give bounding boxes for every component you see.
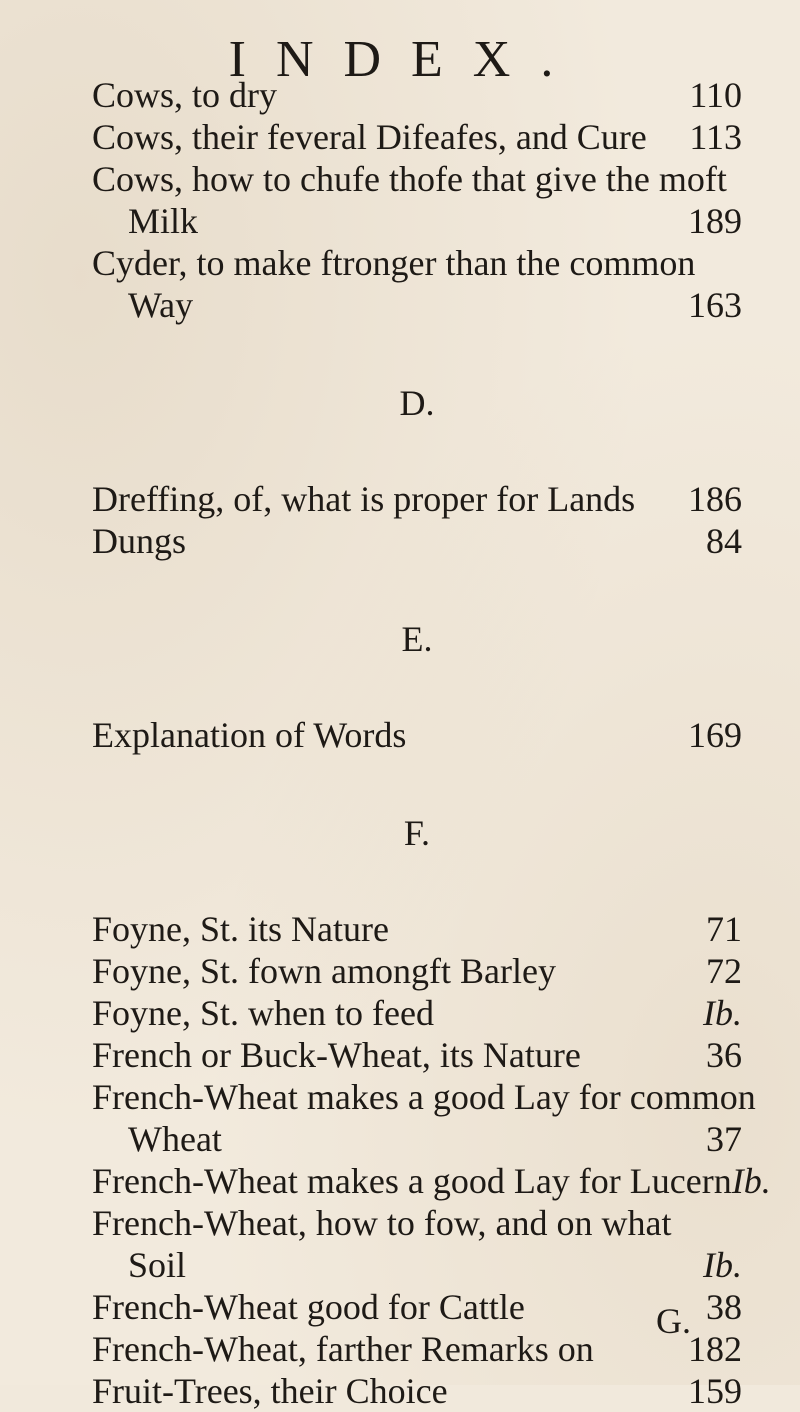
index-entry (92, 992, 742, 1034)
entry-text: Wheat (128, 1119, 222, 1159)
entry-text: Foyne, St. when to feed (92, 993, 434, 1033)
entry-page-number: 110 (689, 75, 742, 115)
index-entry (92, 158, 742, 242)
catchword: G. (656, 1301, 691, 1341)
entry-text: Milk (128, 201, 199, 241)
index-entry (92, 478, 742, 520)
entry-text: Dungs (92, 521, 187, 561)
index-entry (92, 950, 742, 992)
entry-text: Cows, to dry (92, 75, 278, 115)
entry-page-number: Ib. (731, 1161, 771, 1201)
entry-page-number: 169 (688, 715, 742, 755)
entry-text: Foyne, St. its Nature (92, 909, 389, 949)
entry-text: Soil (128, 1245, 187, 1285)
index-entry (92, 1076, 756, 1160)
entry-text: Cows, how to chufe thofe that give the moft (92, 159, 727, 199)
entry-page-number: 38 (706, 1287, 742, 1327)
entry-text: Dreffing, of, what is proper for Lands (92, 479, 636, 519)
entry-text: Foyne, St. fown amongft Barley (92, 951, 556, 991)
entry-text: French-Wheat, farther Remarks on (92, 1329, 594, 1369)
entry-text: Cyder, to make ftronger than the common (92, 243, 696, 283)
index-entry (92, 242, 742, 326)
entry-text: French or Buck-Wheat, its Nature (92, 1035, 581, 1075)
entry-page-number: 186 (688, 479, 742, 519)
entry-text: Fruit-Trees, their Choice (92, 1371, 448, 1411)
index-entry (92, 1286, 742, 1328)
entry-text: Explanation of Words (92, 715, 407, 755)
page-header: INDEX. (228, 31, 584, 88)
entry-page-number: 189 (688, 201, 742, 241)
entry-page-number: 71 (706, 909, 742, 949)
entry-page-number: 182 (688, 1329, 742, 1369)
index-entry (92, 520, 742, 562)
section-letter: D. (399, 383, 435, 423)
index-entry (92, 714, 742, 756)
entry-page-number: 36 (706, 1035, 742, 1075)
index-entry (92, 1034, 742, 1076)
entry-page-number: 37 (706, 1119, 742, 1159)
entry-text: French-Wheat makes a good Lay for common (92, 1077, 756, 1117)
entry-page-number: 159 (688, 1371, 742, 1411)
entry-page-number: 113 (689, 117, 742, 157)
index-entry (92, 1370, 742, 1412)
index-entry (92, 1328, 742, 1370)
index-entry (92, 1202, 742, 1286)
entry-text: French-Wheat makes a good Lay for Lucern (92, 1161, 732, 1201)
entry-page-number: 163 (688, 285, 742, 325)
section-letter: F. (403, 813, 431, 853)
entry-page-number: Ib. (703, 1245, 742, 1285)
entry-text: French-Wheat, how to fow, and on what (92, 1203, 672, 1243)
index-entry (92, 908, 742, 950)
index-entry (92, 116, 742, 158)
entry-page-number: 72 (706, 951, 742, 991)
entry-text: Way (128, 285, 194, 325)
entry-page-number: Ib. (703, 993, 742, 1033)
section-letter: E. (401, 619, 433, 659)
entry-text: French-Wheat good for Cattle (92, 1287, 525, 1327)
entry-page-number: 84 (706, 521, 742, 561)
index-entry (92, 74, 742, 116)
entry-text: Cows, their feveral Difeafes, and Cure (92, 117, 647, 157)
index-entry (92, 1160, 771, 1202)
index-content (92, 74, 771, 1412)
